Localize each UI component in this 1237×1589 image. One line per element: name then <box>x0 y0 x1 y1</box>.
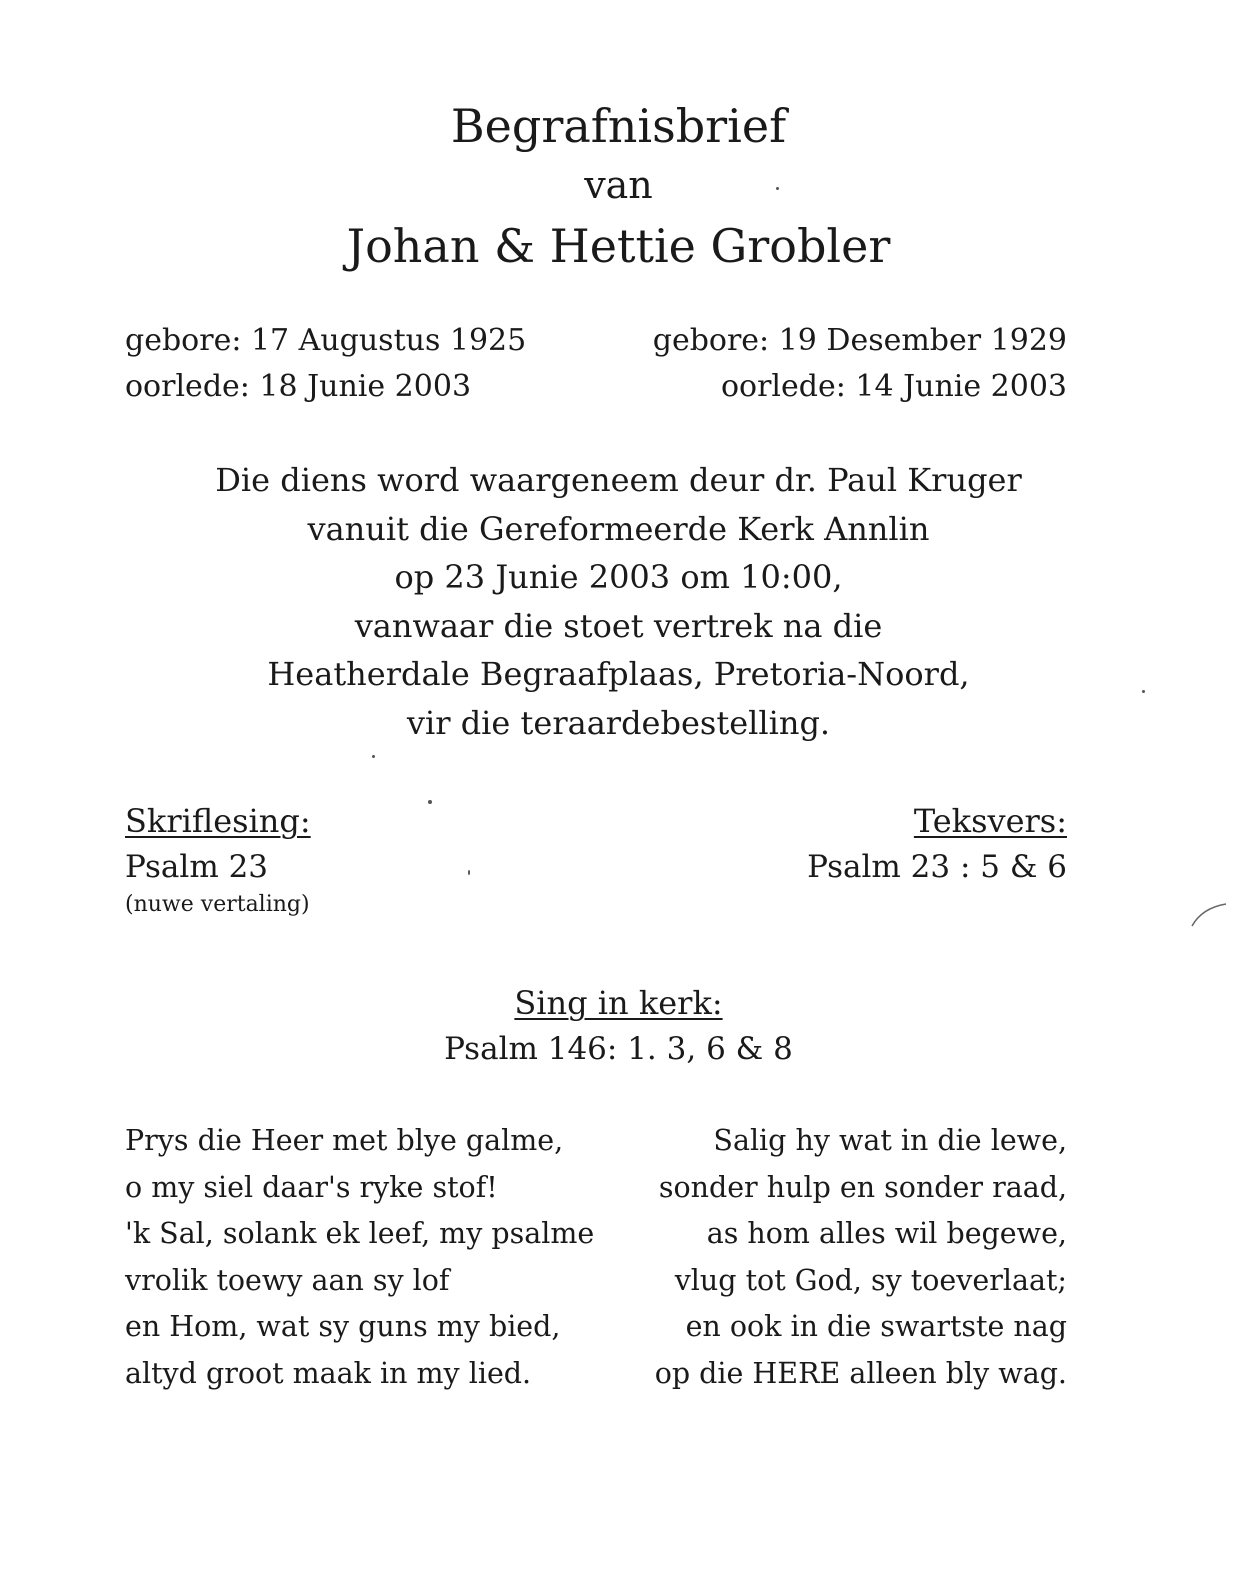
death-date: oorlede: 18 Junie 2003 <box>125 369 472 404</box>
document-title: Begrafnisbrief <box>450 99 787 153</box>
service-line: vanwaar die stoet vertrek na die <box>354 606 883 645</box>
hymn-line: Prys die Heer met blye galme, <box>125 1124 564 1157</box>
scan-speck <box>372 755 375 758</box>
dates-johan <box>125 318 526 410</box>
service-line: Heatherdale Begraafplaas, Pretoria-Noord, <box>267 655 970 693</box>
hymn-line: as hom alles wil begewe, <box>706 1217 1067 1250</box>
text-verse-heading: Teksvers: <box>913 802 1067 840</box>
scripture-reference: Psalm 23 <box>125 849 269 885</box>
hymn-line: en Hom, wat sy guns my bied, <box>125 1310 561 1343</box>
scan-speck <box>776 187 779 190</box>
service-line: vanuit die Gereformeerde Kerk Annlin <box>307 509 930 548</box>
title-connector: van <box>584 163 653 207</box>
text-verse-reference: Psalm 23 : 5 & 6 <box>807 849 1067 885</box>
scripture-heading: Skriflesing: <box>125 802 311 840</box>
death-date: oorlede: 14 Junie 2003 <box>720 369 1067 404</box>
hymn-line: Salig hy wat in die lewe, <box>713 1124 1067 1157</box>
hymn-line: sonder hulp en sonder raad, <box>658 1170 1067 1204</box>
hymn-line: vlug tot God, sy toeverlaat; <box>674 1263 1067 1297</box>
hymn-verse-left <box>125 1118 594 1397</box>
scan-speck <box>428 800 432 804</box>
singing-reference: Psalm 146: 1. 3, 6 & 8 <box>444 1031 793 1067</box>
hymn-verse-right <box>655 1118 1067 1397</box>
service-line: vir die teraardebestelling. <box>406 703 831 742</box>
birth-date: gebore: 17 Augustus 1925 <box>125 323 527 358</box>
scripture-reading <box>125 798 311 920</box>
dates-hettie <box>653 318 1067 410</box>
hymn-line: en ook in die swartste nag <box>685 1310 1067 1343</box>
service-details <box>0 456 1237 747</box>
singing-heading: Sing in kerk: <box>514 984 723 1022</box>
birth-date: gebore: 19 Desember 1929 <box>652 323 1067 358</box>
hymn-line: altyd groot maak in my lied. <box>125 1356 532 1390</box>
text-verse <box>807 798 1067 890</box>
hymn-line: vrolik toewy aan sy lof <box>125 1263 450 1297</box>
scan-speck <box>1142 690 1145 693</box>
scan-mark <box>1190 900 1230 930</box>
hymn-line: o my siel daar's ryke stof! <box>125 1170 498 1204</box>
hymn-line: op die HERE alleen bly wag. <box>654 1356 1067 1390</box>
scripture-note: (nuwe vertaling) <box>125 892 310 917</box>
service-line: op 23 Junie 2003 om 10:00, <box>394 558 843 596</box>
deceased-names: Johan & Hettie Grobler <box>346 219 891 273</box>
scan-speck <box>468 870 470 875</box>
hymn-line: 'k Sal, solank ek leef, my psalme <box>125 1217 595 1250</box>
service-line: Die diens word waargeneem deur dr. Paul Kruger <box>215 461 1022 499</box>
singing-section <box>0 980 1237 1072</box>
